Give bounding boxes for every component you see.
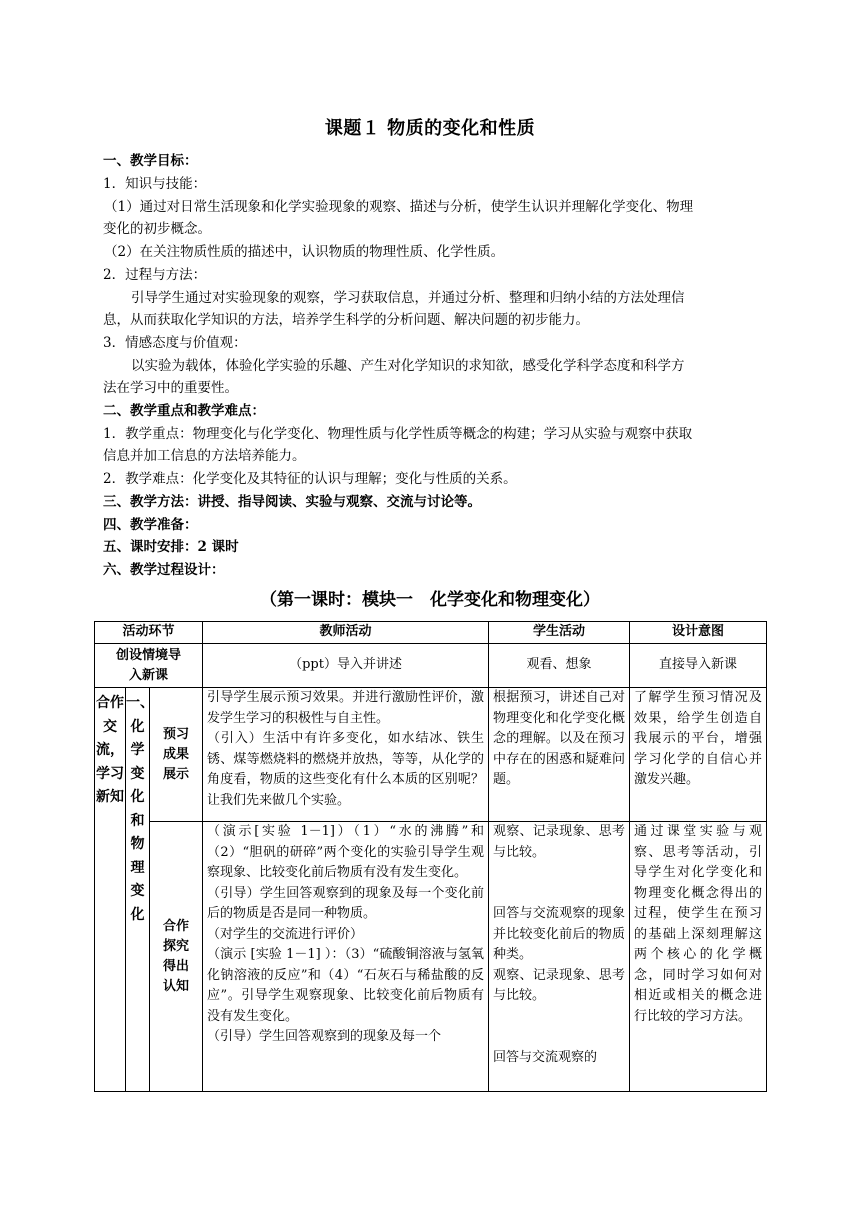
heading-objectives: 一、教学目标： xyxy=(103,153,198,169)
objective-1-heading: 1．知识与技能： xyxy=(103,176,207,192)
cell-teacher-intro: （ppt）导入并讲述 xyxy=(203,644,489,688)
table-row xyxy=(95,688,767,822)
document-title: 课题１ 物质的变化和性质 xyxy=(324,118,536,139)
student-explore-c: 观察、记录现象、思考与比较。 xyxy=(493,967,626,1003)
header-student: 学生活动 xyxy=(489,622,630,644)
cell-teacher-preview xyxy=(203,688,489,822)
objective-1-line-a: （1）通过对日常生活现象和化学实验现象的观察、描述与分析，使学生认识并理解化学变化、物理 xyxy=(104,199,694,215)
table-header-row xyxy=(95,622,767,644)
table-row xyxy=(95,822,767,1092)
heading-key-points: 二、教学重点和教学难点： xyxy=(103,403,265,419)
cell-stage-intro: 创设情境导入新课 xyxy=(95,644,203,688)
cell-intent-preview: 了解学生预习情况及效果，给学生创造自我展示的平台，增强学习化学的自信心并激发兴趣。 xyxy=(630,688,767,822)
cell-intent-explore: 通过课堂实验与观察、思考等活动，引导学生对化学变化和物理变化概念得出的过程，使学生在预习的基础上深刻理解这两个核心的化学概念，同时学习如何对相近或相关的概念进行比较的学习方法。 xyxy=(630,822,767,1092)
objective-3-line-b: 法在学习中的重要性。 xyxy=(103,380,238,396)
cell-student-explore xyxy=(489,822,630,1092)
cell-main-stage: 合作交流，学习新知 xyxy=(95,688,126,1092)
lesson-subtitle: （第一课时：模块一 化学变化和物理变化） xyxy=(260,590,600,610)
teacher-explore-c: （对学生的交流进行评价） xyxy=(207,926,364,942)
objective-2-line-a: 引导学生通过对实验现象的观察，学习获取信息，并通过分析、整理和归纳小结的方法处理信 xyxy=(131,290,685,306)
teacher-explore-b: （引导）学生回答观察到的现象及每一个变化前后的物质是否是同一种物质。 xyxy=(207,885,485,921)
table-row xyxy=(95,644,767,688)
objective-3-line-a: 以实验为载体，体验化学实验的乐趣、产生对化学知识的求知欲，感受化学科学态度和科学方 xyxy=(131,358,685,374)
cell-stage-preview: 预习成果展示 xyxy=(150,688,203,822)
cell-stage-explore: 合作探究得出认知 xyxy=(150,822,203,1092)
heading-methods: 三、教学方法：讲授、指导阅读、实验与观察、交流与讨论等。 xyxy=(103,494,481,510)
cell-student-intro: 观看、想象 xyxy=(489,644,630,688)
student-explore-b: 回答与交流观察的现象并比较变化前后的物质种类。 xyxy=(493,906,626,962)
cell-student-preview: 根据预习，讲述自己对物理变化和化学变化概念的理解。以及在预习中存在的困惑和疑难问题。 xyxy=(489,688,630,822)
teacher-explore-a: （演示[实验 1－1]）（1）“水的沸腾”和（2）“胆矾的研碎”两个变化的实验引导学生观察现象、比较变化前后物质有没有发生变化。 xyxy=(207,824,485,880)
teacher-preview-a: 引导学生展示预习效果。并进行激励性评价，激发学生学习的积极性与自主性。 xyxy=(207,690,485,726)
cell-teacher-explore xyxy=(203,822,489,1092)
student-explore-a: 观察、记录现象、思考与比较。 xyxy=(493,824,626,860)
heading-preparation: 四、教学准备： xyxy=(103,517,198,533)
objective-1-line-c: （2）在关注物质性质的描述中，认识物质的物理性质、化学性质。 xyxy=(104,244,505,260)
cell-sub-stage: 一、化学变化和物理变化 xyxy=(126,688,150,1092)
objective-3-heading: 3．情感态度与价值观： xyxy=(103,335,247,351)
objective-1-line-b: 变化的初步概念。 xyxy=(103,221,211,237)
header-stage: 活动环节 xyxy=(95,622,203,644)
objective-2-line-b: 息，从而获取化学知识的方法，培养学生科学的分析问题、解决问题的初步能力。 xyxy=(103,312,589,328)
heading-process: 六、教学过程设计： xyxy=(103,562,225,578)
header-teacher: 教师活动 xyxy=(203,622,489,644)
key-point-line-a: 1．教学重点：物理变化与化学变化、物理性质与化学性质等概念的构建；学习从实验与观察中获取 xyxy=(103,426,693,442)
student-explore-d: 回答与交流观察的 xyxy=(493,1049,598,1065)
heading-schedule: 五、课时安排：2 课时 xyxy=(103,539,239,555)
difficult-point-line: 2．教学难点：化学变化及其特征的认识与理解；变化与性质的关系。 xyxy=(103,471,517,487)
teacher-explore-d: （演示 [实验 1－1] ）：（3）“硫酸铜溶液与氢氧化钠溶液的反应”和（4）“石灰石与稀盐酸的反应”。引导学生观察现象、比较变化前后物质有没有发生变化。 xyxy=(207,947,485,1024)
header-intent: 设计意图 xyxy=(630,622,767,644)
cell-intent-intro: 直接导入新课 xyxy=(630,644,767,688)
lesson-plan-table xyxy=(94,621,767,1092)
key-point-line-b: 信息并加工信息的方法培养能力。 xyxy=(103,448,306,464)
teacher-preview-b: （引入）生活中有许多变化，如水结冰、铁生锈、煤等燃烧料的燃烧并放热，等等，从化学的角度看，物质的这些变化有什么本质的区别呢？让我们先来做几个实验。 xyxy=(207,731,485,808)
teacher-explore-e: （引导）学生回答观察到的现象及每一个 xyxy=(207,1029,442,1044)
objective-2-heading: 2．过程与方法： xyxy=(103,267,207,283)
